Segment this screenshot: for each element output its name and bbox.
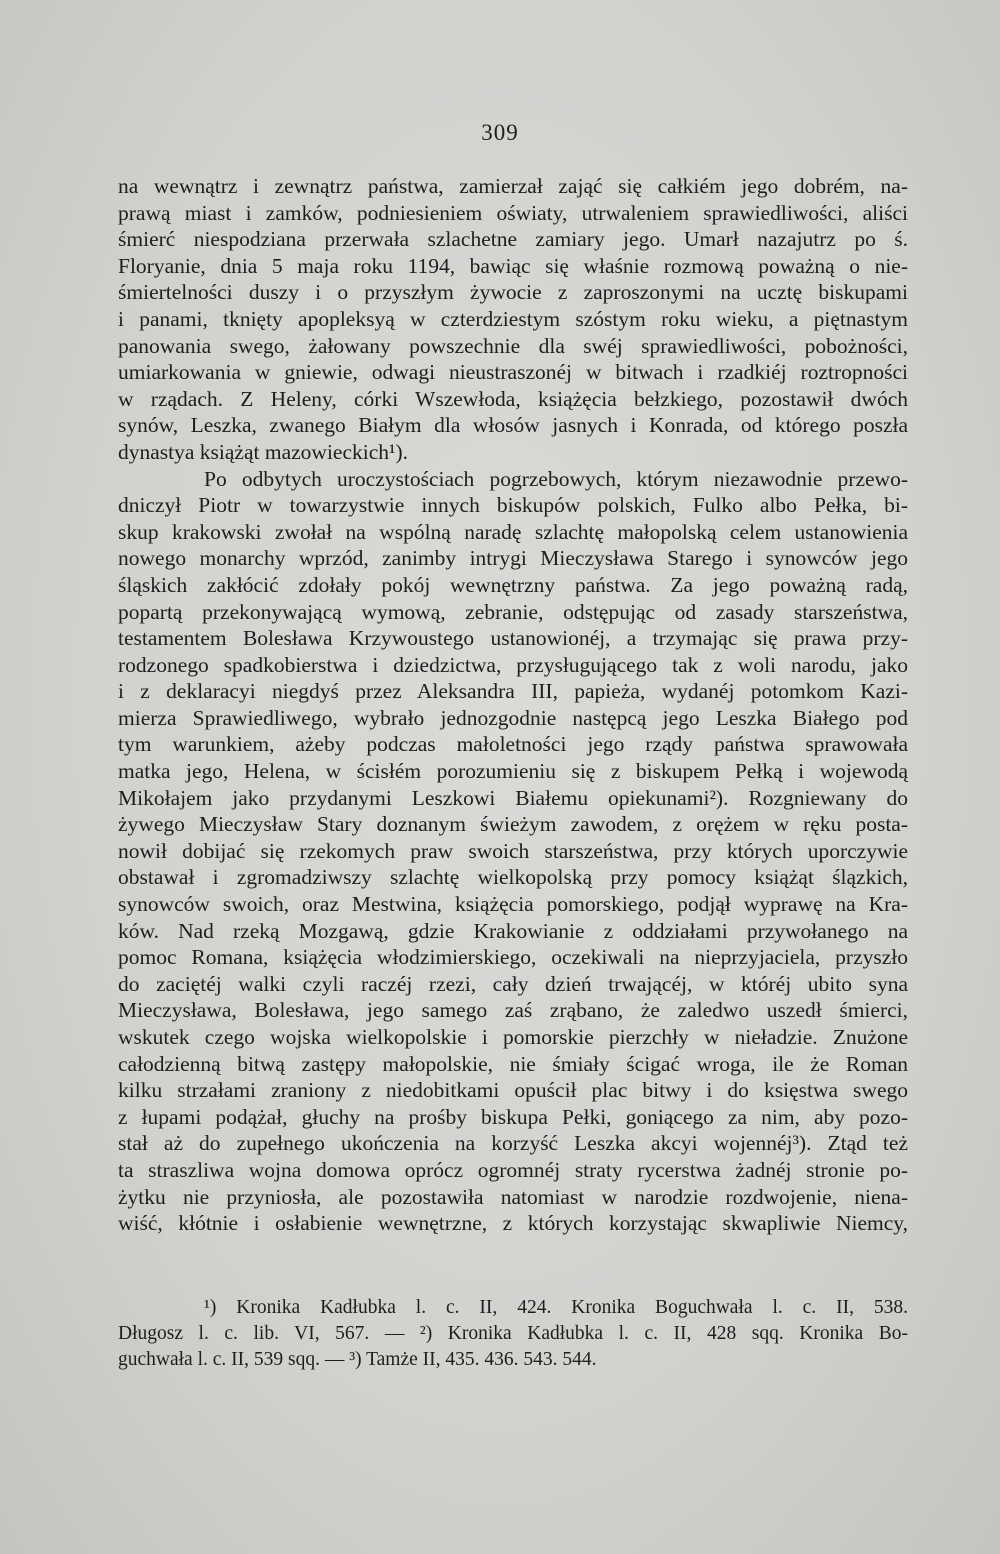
text-line: wiść, kłótnie i osłabienie wewnętrzne, z których korzystając skwapliwie Niemcy, [118, 1211, 908, 1236]
text-line: skup krakowski zwołał na wspólną naradę szlachtę małopolską celem ustanowienia [118, 519, 908, 544]
text-line: umiarkowania w gniewie, odwagi nieustraszonéj w bitwach i rzadkiéj roztropności [118, 360, 908, 385]
text-line: z łupami podążał, głuchy na prośby biskupa Pełki, goniącego za nim, aby pozo- [118, 1104, 908, 1129]
footnotes [118, 1295, 908, 1373]
text-line: na wewnątrz i zewnątrz państwa, zamierzał zająć się całkiém jego dobrém, na- [118, 174, 908, 198]
footnote-line: guchwała l. c. II, 539 sqq. — ³) Tamże II, 435. 436. 543. 544. [118, 1349, 597, 1370]
text-line: dniczył Piotr w towarzystwie innych biskupów polskich, Fulko albo Pełka, bi- [118, 493, 908, 518]
footnote-line: Długosz l. c. lib. VI, 567. — ²) Kronika Kadłubka l. c. II, 428 sqq. Kronika Bo- [118, 1323, 908, 1344]
text-line: i z deklaracyi niegdyś przez Aleksandra III, papieża, wydanéj potomkom Kazi- [118, 679, 908, 704]
footnote-line: ¹) Kronika Kadłubka l. c. II, 424. Kronika Boguchwała l. c. II, 538. [204, 1297, 908, 1318]
page-number: 309 [481, 120, 519, 145]
paragraph-start-line: Po odbytych uroczystościach pogrzebowych, którym niezawodnie przewo- [204, 466, 908, 491]
text-line: i panami, tknięty apopleksyą w czterdziestym szóstym roku wieku, a piętnastym [118, 306, 908, 331]
text-line: Mieczysława, Bolesława, jego samego zaś zrąbano, że zaledwo uszedł śmierci, [118, 998, 908, 1023]
main-text [118, 173, 908, 1237]
text-line: panowania swego, żałowany powszechnie dla swéj sprawiedliwości, pobożności, [118, 333, 908, 358]
text-line: ta straszliwa wojna domowa oprócz ogromnéj straty rycerstwa żadnéj stronie po- [118, 1157, 908, 1182]
text-line: do zaciętéj walki czyli raczéj rzezi, cały dzień trwającéj, w któréj ubito syna [118, 971, 908, 996]
text-line: śląskich zakłócić zdołały pokój wewnętrzny państwa. Za jego poważną radą, [118, 572, 908, 597]
text-line: pomoc Romana, książęcia włodzimierskiego, oczekiwali na nieprzyjaciela, przyszło [118, 945, 908, 970]
text-line: obstawał i zgromadziwszy szlachtę wielkopolską przy pomocy książąt ślązkich, [118, 865, 908, 890]
text-line: matka jego, Helena, w ścisłém porozumieniu się z biskupem Pełką i wojewodą [118, 759, 908, 784]
text-line: całodzienną bitwą zastępy małopolskie, nie śmiały ścigać wroga, ile że Roman [118, 1051, 908, 1076]
text-line: kilku strzałami zraniony z niedobitkami opuścił plac bitwy i do księstwa swego [118, 1078, 908, 1103]
text-line: żytku nie przyniosła, ale pozostawiła natomiast w narodzie rozdwojenie, niena- [118, 1184, 908, 1209]
text-line: popartą przekonywającą wymową, zebranie, odstępując od zasady starszeństwa, [118, 599, 908, 624]
text-line: żywego Mieczysław Stary doznanym świeżym zawodem, z orężem w ręku posta- [118, 812, 908, 837]
text-line: rodzonego spadkobierstwa i dziedzictwa, przysługującego tak z woli narodu, jako [118, 652, 908, 677]
text-line: mierza Sprawiedliwego, wybrało jednozgodnie następcą jego Leszka Białego pod [118, 705, 908, 730]
text-line: Mikołajem jako przydanymi Leszkowi Białemu opiekunami²). Rozgniewany do [118, 785, 908, 810]
text-line: śmiertelności duszy i o przyszłym żywocie z zaproszonymi na ucztę biskupami [118, 280, 908, 305]
text-line: tym warunkiem, ażeby podczas małoletności jego rządy państwa sprawowała [118, 732, 908, 757]
text-line: śmierć niespodziana przerwała szlachetne zamiary jego. Umarł nazajutrz po ś. [118, 227, 908, 252]
text-line: w rządach. Z Heleny, córki Wszewłoda, książęcia bełzkiego, pozostawił dwóch [118, 386, 908, 411]
text-line: wskutek czego wojska wielkopolskie i pomorskie pierzchły w nieładzie. Znużone [118, 1025, 908, 1049]
text-line: stał aż do zupełnego ukończenia na korzyść Leszka akcyi wojennéj³). Ztąd też [118, 1131, 908, 1156]
text-line: nowił dobijać się rzekomych praw swoich starszeństwa, przy których uporczywie [118, 838, 908, 863]
text-line: testamentem Bolesława Krzywoustego ustanowionéj, a trzymając się prawa przy- [118, 626, 908, 651]
text-line: synów, Leszka, zwanego Białym dla włosów jasnych i Konrada, od którego poszła [118, 413, 908, 438]
text-line: nowego monarchy wprzód, zanimby intrygi Mieczysława Starego i synowców jego [118, 546, 908, 571]
text-line: Floryanie, dnia 5 maja roku 1194, bawiąc się właśnie rozmową poważną o nie- [118, 253, 908, 278]
text-line: synowców swoich, oraz Mestwina, książęcia pomorskiego, podjął wyprawę na Kra- [118, 892, 908, 917]
text-line: ków. Nad rzeką Mozgawą, gdzie Krakowianie z oddziałami przywołanego na [118, 918, 908, 943]
text-line: prawą miast i zamków, podniesieniem oświaty, utrwaleniem sprawiedliwości, aliści [118, 200, 908, 225]
paragraph-end-line: dynastya książąt mazowieckich¹). [118, 439, 409, 464]
